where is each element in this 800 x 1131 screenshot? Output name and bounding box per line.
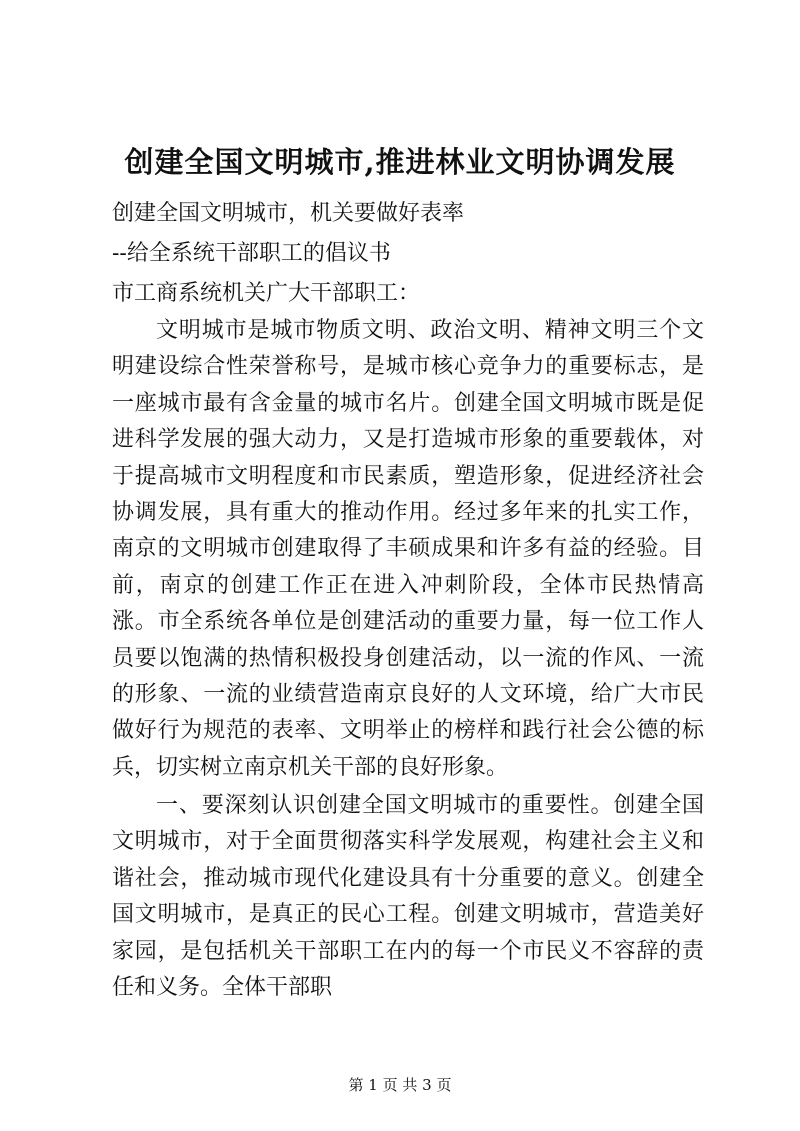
page-indicator: 第 1 页 共 3 页 (348, 1076, 452, 1094)
document-title: 创建全国文明城市,推进林业文明协调发展 (124, 145, 676, 179)
document-subtitle: 创建全国文明城市，机关要做好表率 (112, 201, 465, 226)
salutation: 市工商系统机关广大干部职工： (112, 281, 421, 306)
document-sub-subtitle: --给全系统干部职工的倡议书 (112, 241, 391, 266)
body-paragraph: 一、要深刻认识创建全国文明城市的重要性。创建全国文明城市，对于全面贯彻落实科学发展观，构建社会主义和谐社会，推动城市现代化建设具有十分重要的意义。创建全国文明城市，是真正的民心工程。创建文明城市，营造美好家园，是包括机关干部职工在内的每一个市民义不容辞的责任和义务。全体干部职 (112, 793, 704, 1001)
body-paragraph: 文明城市是城市物质文明、政治文明、精神文明三个文明建设综合性荣誉称号，是城市核心竞争力的重要标志，是一座城市最有含金量的城市名片。创建全国文明城市既是促进科学发展的强大动力，又是打造城市形象的重要载体，对于提高城市文明程度和市民素质，塑造形象，促进经济社会协调发展，具有重大的推动作用。经过多年来的扎实工作，南京的文明城市创建取得了丰硕成果和许多有益的经验。目前，南京的创建工作正在进入冲刺阶段，全体市民热情高涨。市全系统各单位是创建活动的重要力量，每一位工作人员要以饱满的热情积极投身创建活动，以一流的作风、一流的形象、一流的业绩营造南京良好的人文环境，给广大市民做好行为规范的表率、文明举止的榜样和践行社会公德的标兵，切实树立南京机关干部的良好形象。 (112, 318, 704, 780)
